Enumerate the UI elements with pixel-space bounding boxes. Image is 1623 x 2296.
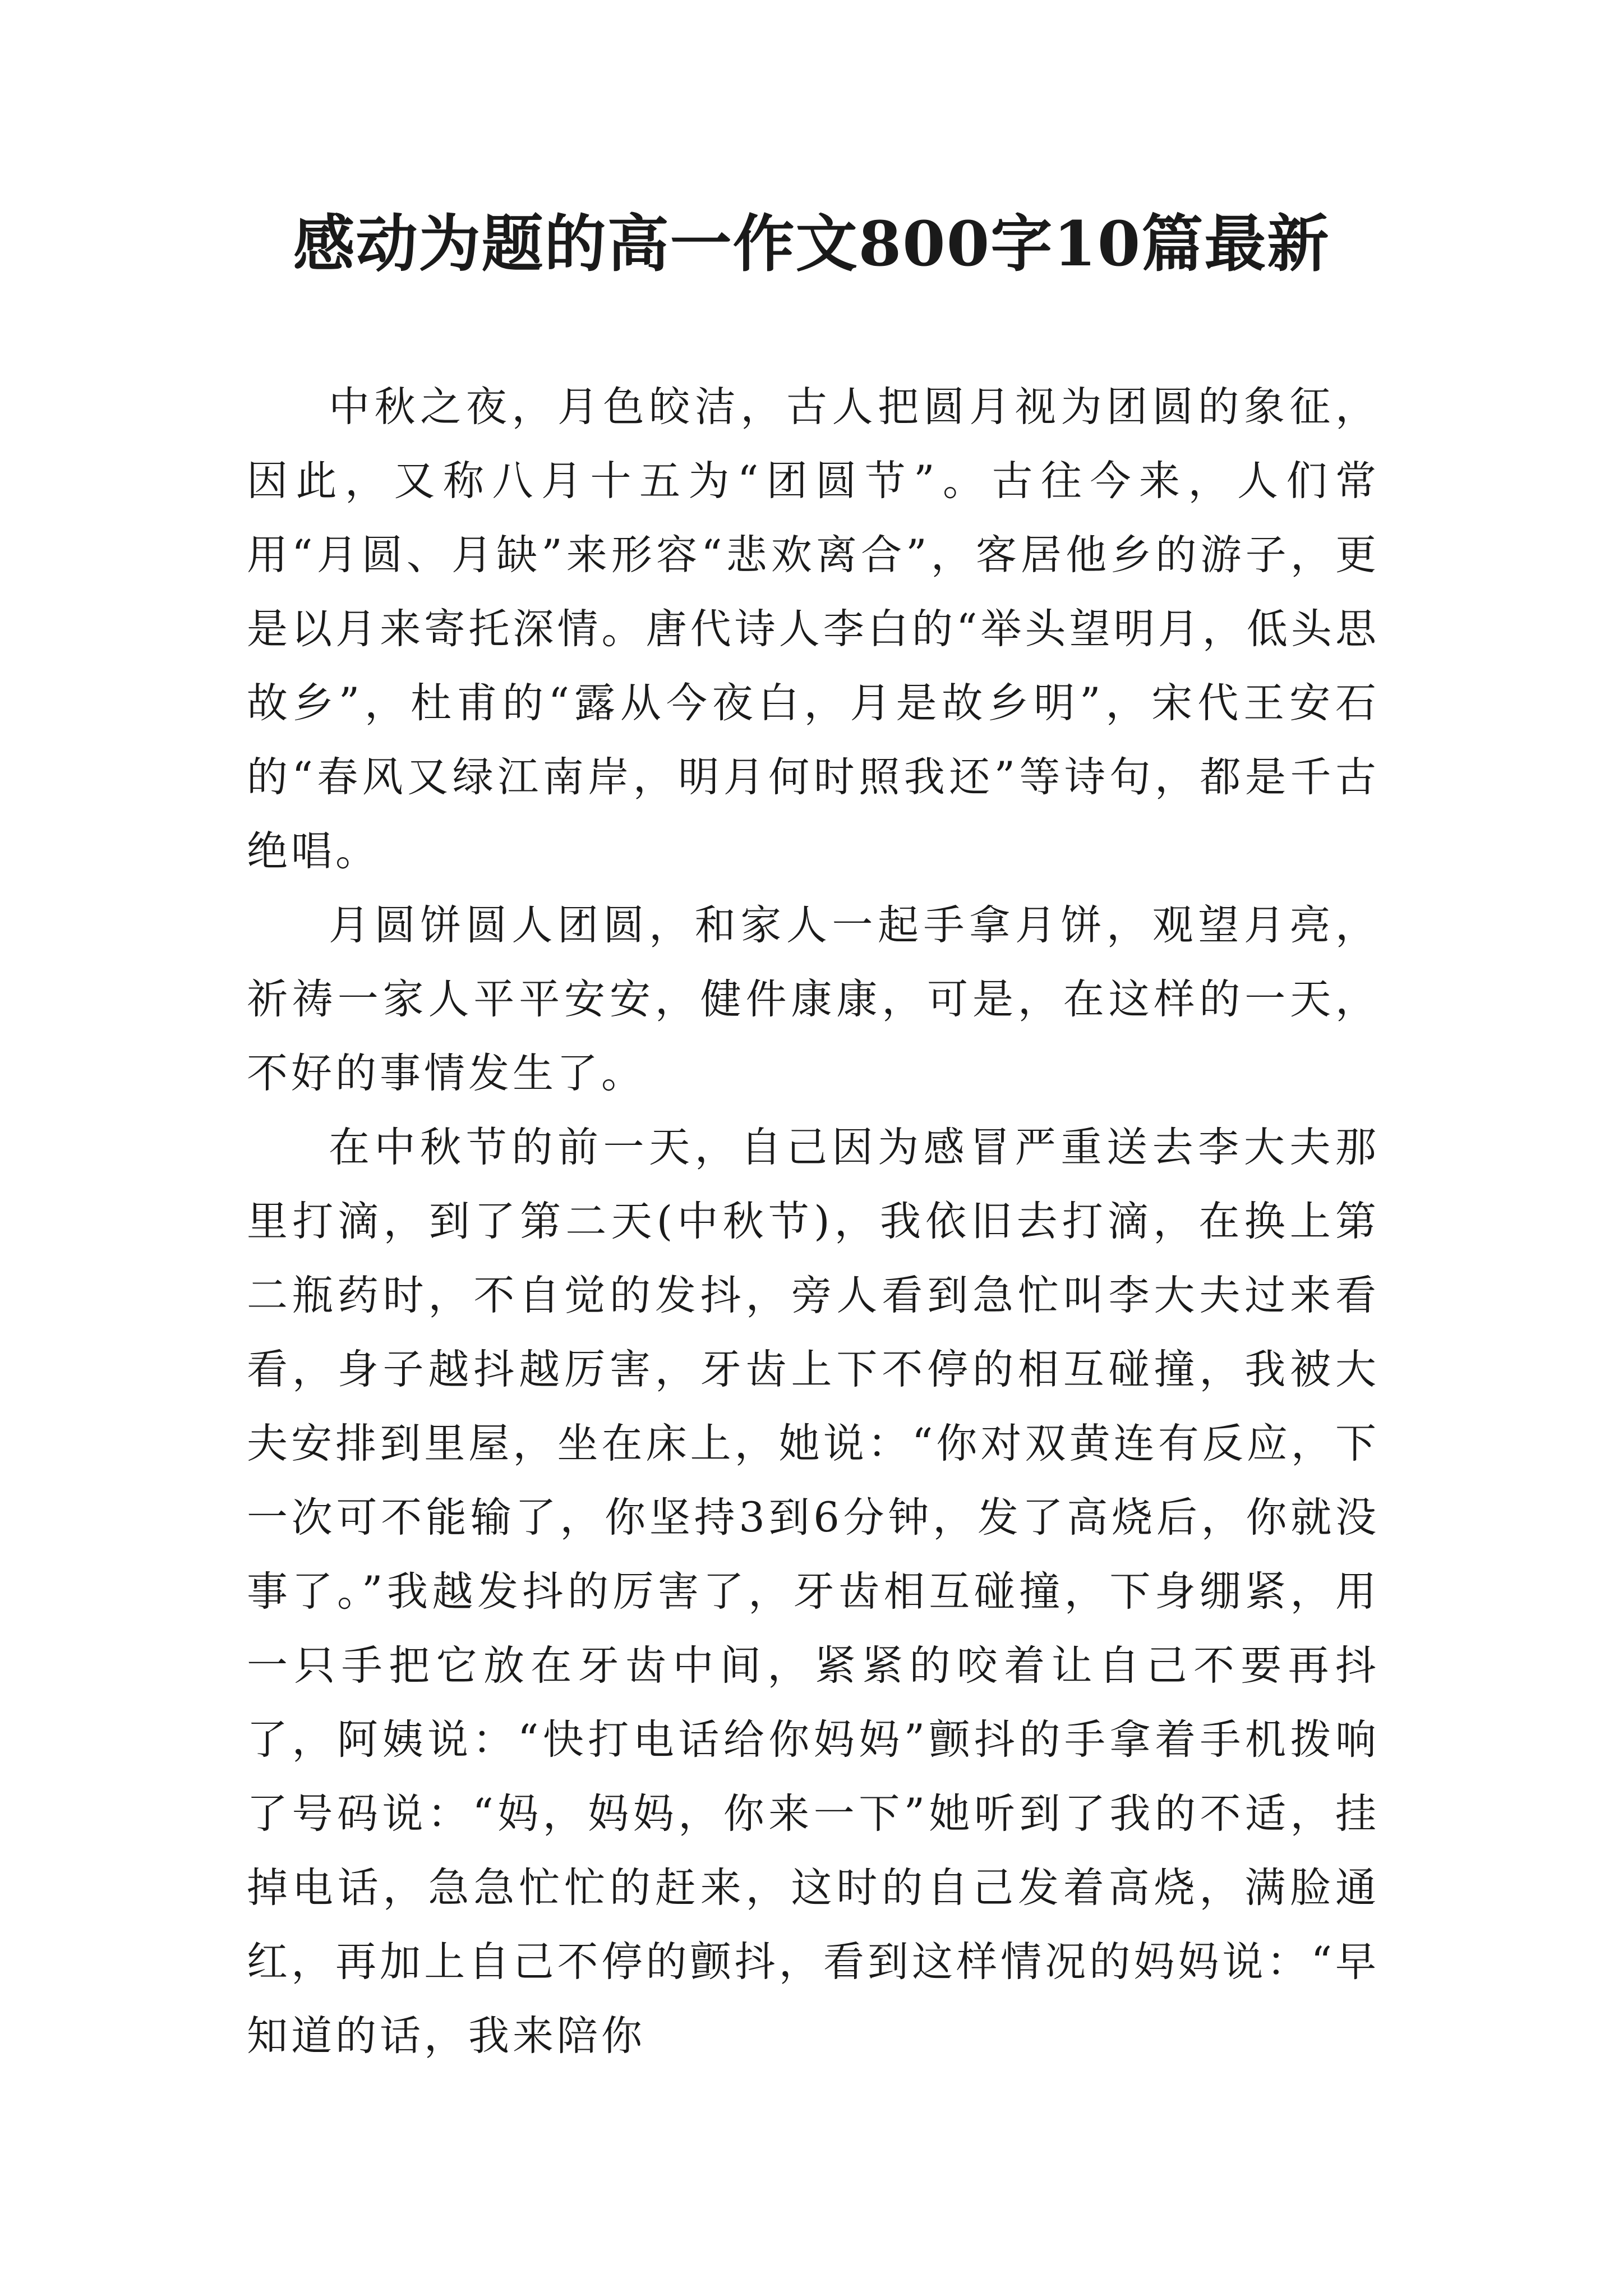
document-body	[247, 370, 1380, 2073]
paragraph-3: 在中秋节的前一天，自己因为感冒严重送去李大夫那里打滴，到了第二天(中秋节)，我依旧去打滴，在换上第二瓶药时，不自觉的发抖，旁人看到急忙叫李大夫过来看看，身子越抖越厉害，牙齿上下不停的相互碰撞，我被大夫安排到里屋，坐在床上，她说：“你对双黄连有反应，下一次可不能输了，你坚持3到6分钟，发了高烧后，你就没事了。”我越发抖的厉害了，牙齿相互碰撞，下身绷紧，用一只手把它放在牙齿中间，紧紧的咬着让自己不要再抖了，阿姨说：“快打电话给你妈妈”颤抖的手拿着手机拨响了号码说：“妈，妈妈，你来一下”她听到了我的不适，挂掉电话，急急忙忙的赶来，这时的自己发着高烧，满脸通红，再加上自己不停的颤抖，看到这样情况的妈妈说：“早知道的话，我来陪你	[247, 1124, 1380, 2060]
paragraph-2: 月圆饼圆人团圆，和家人一起手拿月饼，观望月亮，祈祷一家人平平安安，健件康康，可是，在这样的一天，不好的事情发生了。	[247, 901, 1380, 1097]
document-title: 感动为题的高一作文800字10篇最新	[293, 208, 1330, 280]
paragraph-1: 中秋之夜，月色皎洁，古人把圆月视为团圆的象征，因此，又称八月十五为“团圆节”。古往今来，人们常用“月圆、月缺”来形容“悲欢离合”，客居他乡的游子，更是以月来寄托深情。唐代诗人李白的“举头望明月，低头思故乡”，杜甫的“露从今夜白，月是故乡明”，宋代王安石的“春风又绿江南岸，明月何时照我还”等诗句，都是千古绝唱。	[247, 383, 1380, 875]
